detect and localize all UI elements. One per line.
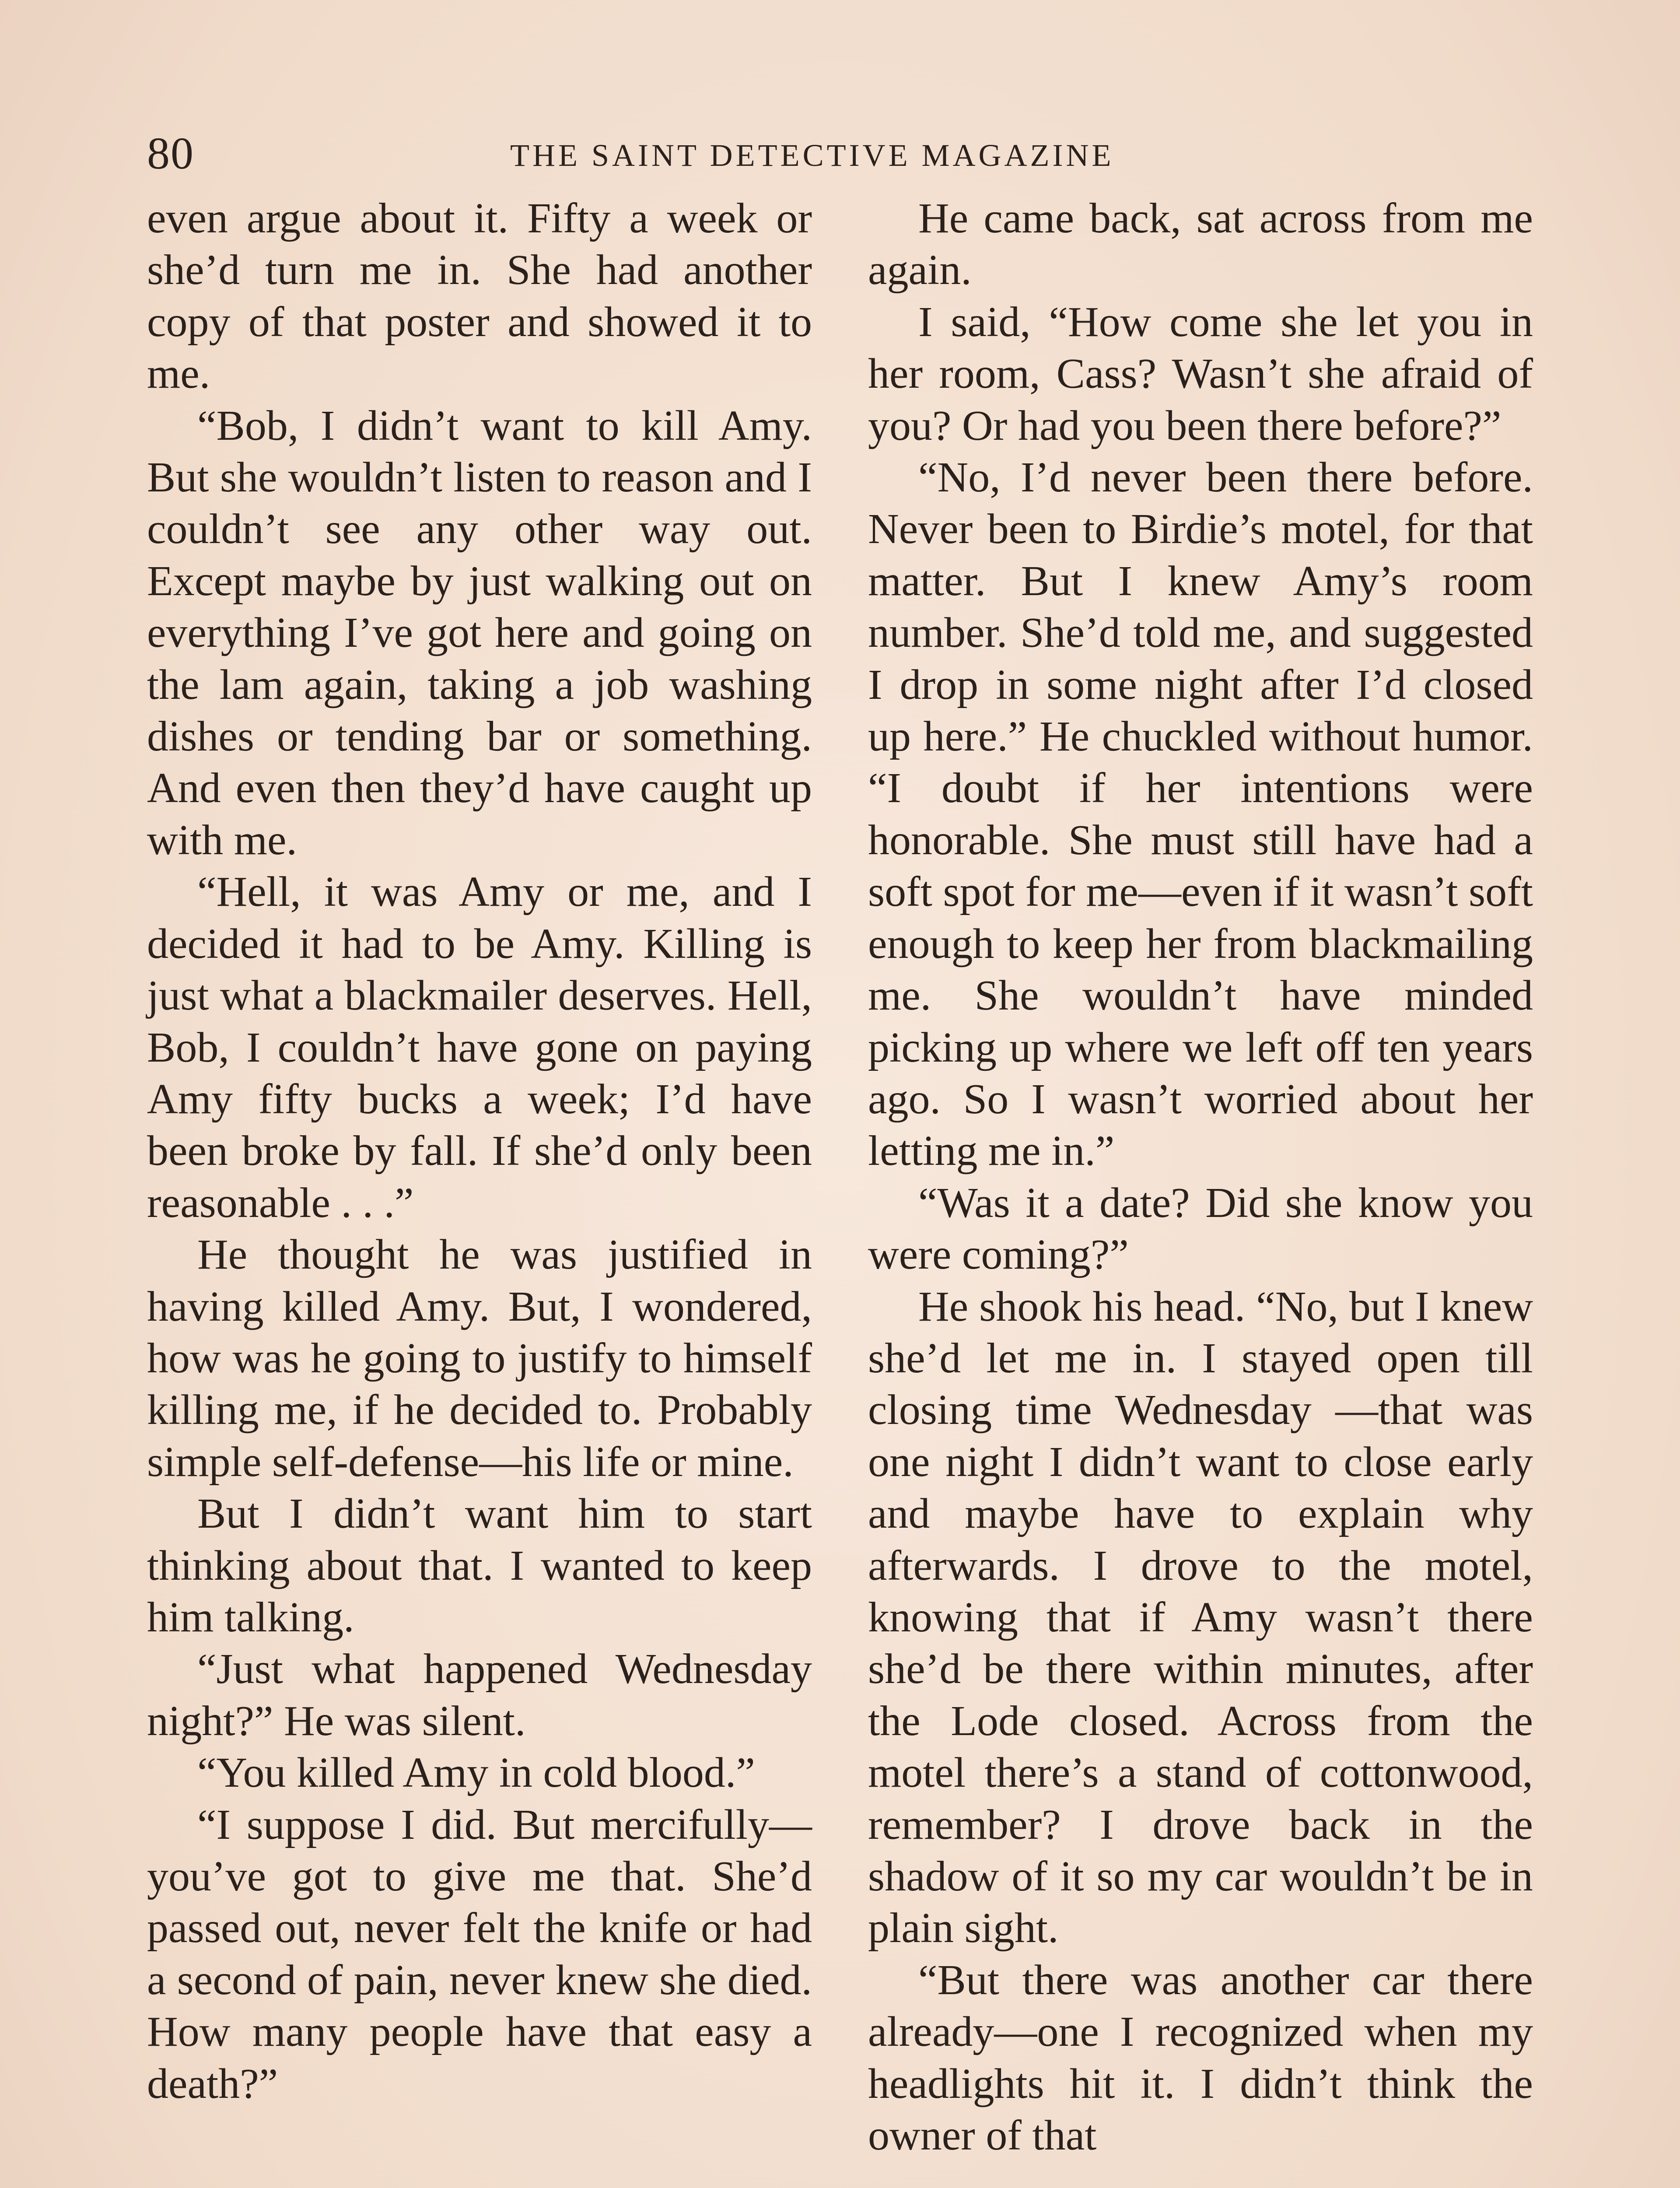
paragraph: “Just what happened Wednesday night?” He was silent. xyxy=(147,1645,812,1745)
paragraph: “I suppose I did. But mercifully—you’ve got to give me that. She’d passed out, never felt the knife or had a second of pain, never knew she died. How many people have that easy a death?” xyxy=(147,1801,812,2107)
paragraph: “Hell, it was Amy or me, and I decided it had to be Amy. Killing is just what a blackmailer deserves. Hell, Bob, I couldn’t have gone on paying Amy fifty bucks a week; I’d have been broke by fall. If she’d only been reasonable . . .” xyxy=(147,868,812,1227)
text-column-right xyxy=(868,193,1533,2161)
paragraph: He thought he was justified in having killed Amy. But, I wondered, how was he going to justify to himself killing me, if he decided to. Probably simple self-defense—his life or mine. xyxy=(147,1231,812,1486)
paragraph: But I didn’t want him to start thinking about that. I wanted to keep him talking. xyxy=(147,1490,812,1641)
paragraph: “Was it a date? Did she know you were coming?” xyxy=(868,1179,1533,1279)
page-number: 80 xyxy=(147,128,194,179)
paragraph: He shook his head. “No, but I knew she’d let me in. I stayed open till closing time Wednesday —that was one night I didn’t want to close early and maybe have to explain why afterwards. I drove to the motel, knowing that if Amy wasn’t there she’d be there within minutes, after the Lode closed. Across from the motel there’s a stand of cottonwood, remember? I drove back in the shadow of it so my car wouldn’t be in plain sight. xyxy=(868,1283,1533,1952)
paragraph: “But there was another car there already—one I recognized when my headlights hit it. I didn’t think the owner of that xyxy=(868,1956,1533,2160)
paragraph: I said, “How come she let you in her room, Cass? Wasn’t she afraid of you? Or had you been there before?” xyxy=(868,298,1533,449)
paragraph: He came back, sat across from me again. xyxy=(868,195,1533,294)
paragraph: even argue about it. Fifty a week or she’d turn me in. She had another copy of that poster and showed it to me. xyxy=(147,195,812,398)
paragraph: “You killed Amy in cold blood.” xyxy=(197,1749,755,1797)
paragraph: “Bob, I didn’t want to kill Amy. But she wouldn’t listen to reason and I couldn’t see any other way out. Except maybe by just walking out on everything I’ve got here and going on the lam again, taking a job washing dishes or tending bar or something. And even then they’d have caught up with me. xyxy=(147,402,812,864)
page-header xyxy=(147,125,1547,182)
running-head: THE SAINT DETECTIVE MAGAZINE xyxy=(510,138,1114,173)
text-column-left xyxy=(147,193,812,2110)
paragraph: “No, I’d never been there before. Never been to Birdie’s motel, for that matter. But I knew Amy’s room number. She’d told me, and suggested I drop in some night after I’d closed up here.” He chuckled without humor. “I doubt if her intentions were honorable. She must still have had a soft spot for me—even if it wasn’t soft enough to keep her from blackmailing me. She wouldn’t have minded picking up where we left off ten years ago. So I wasn’t worried about her letting me in.” xyxy=(868,454,1533,1175)
